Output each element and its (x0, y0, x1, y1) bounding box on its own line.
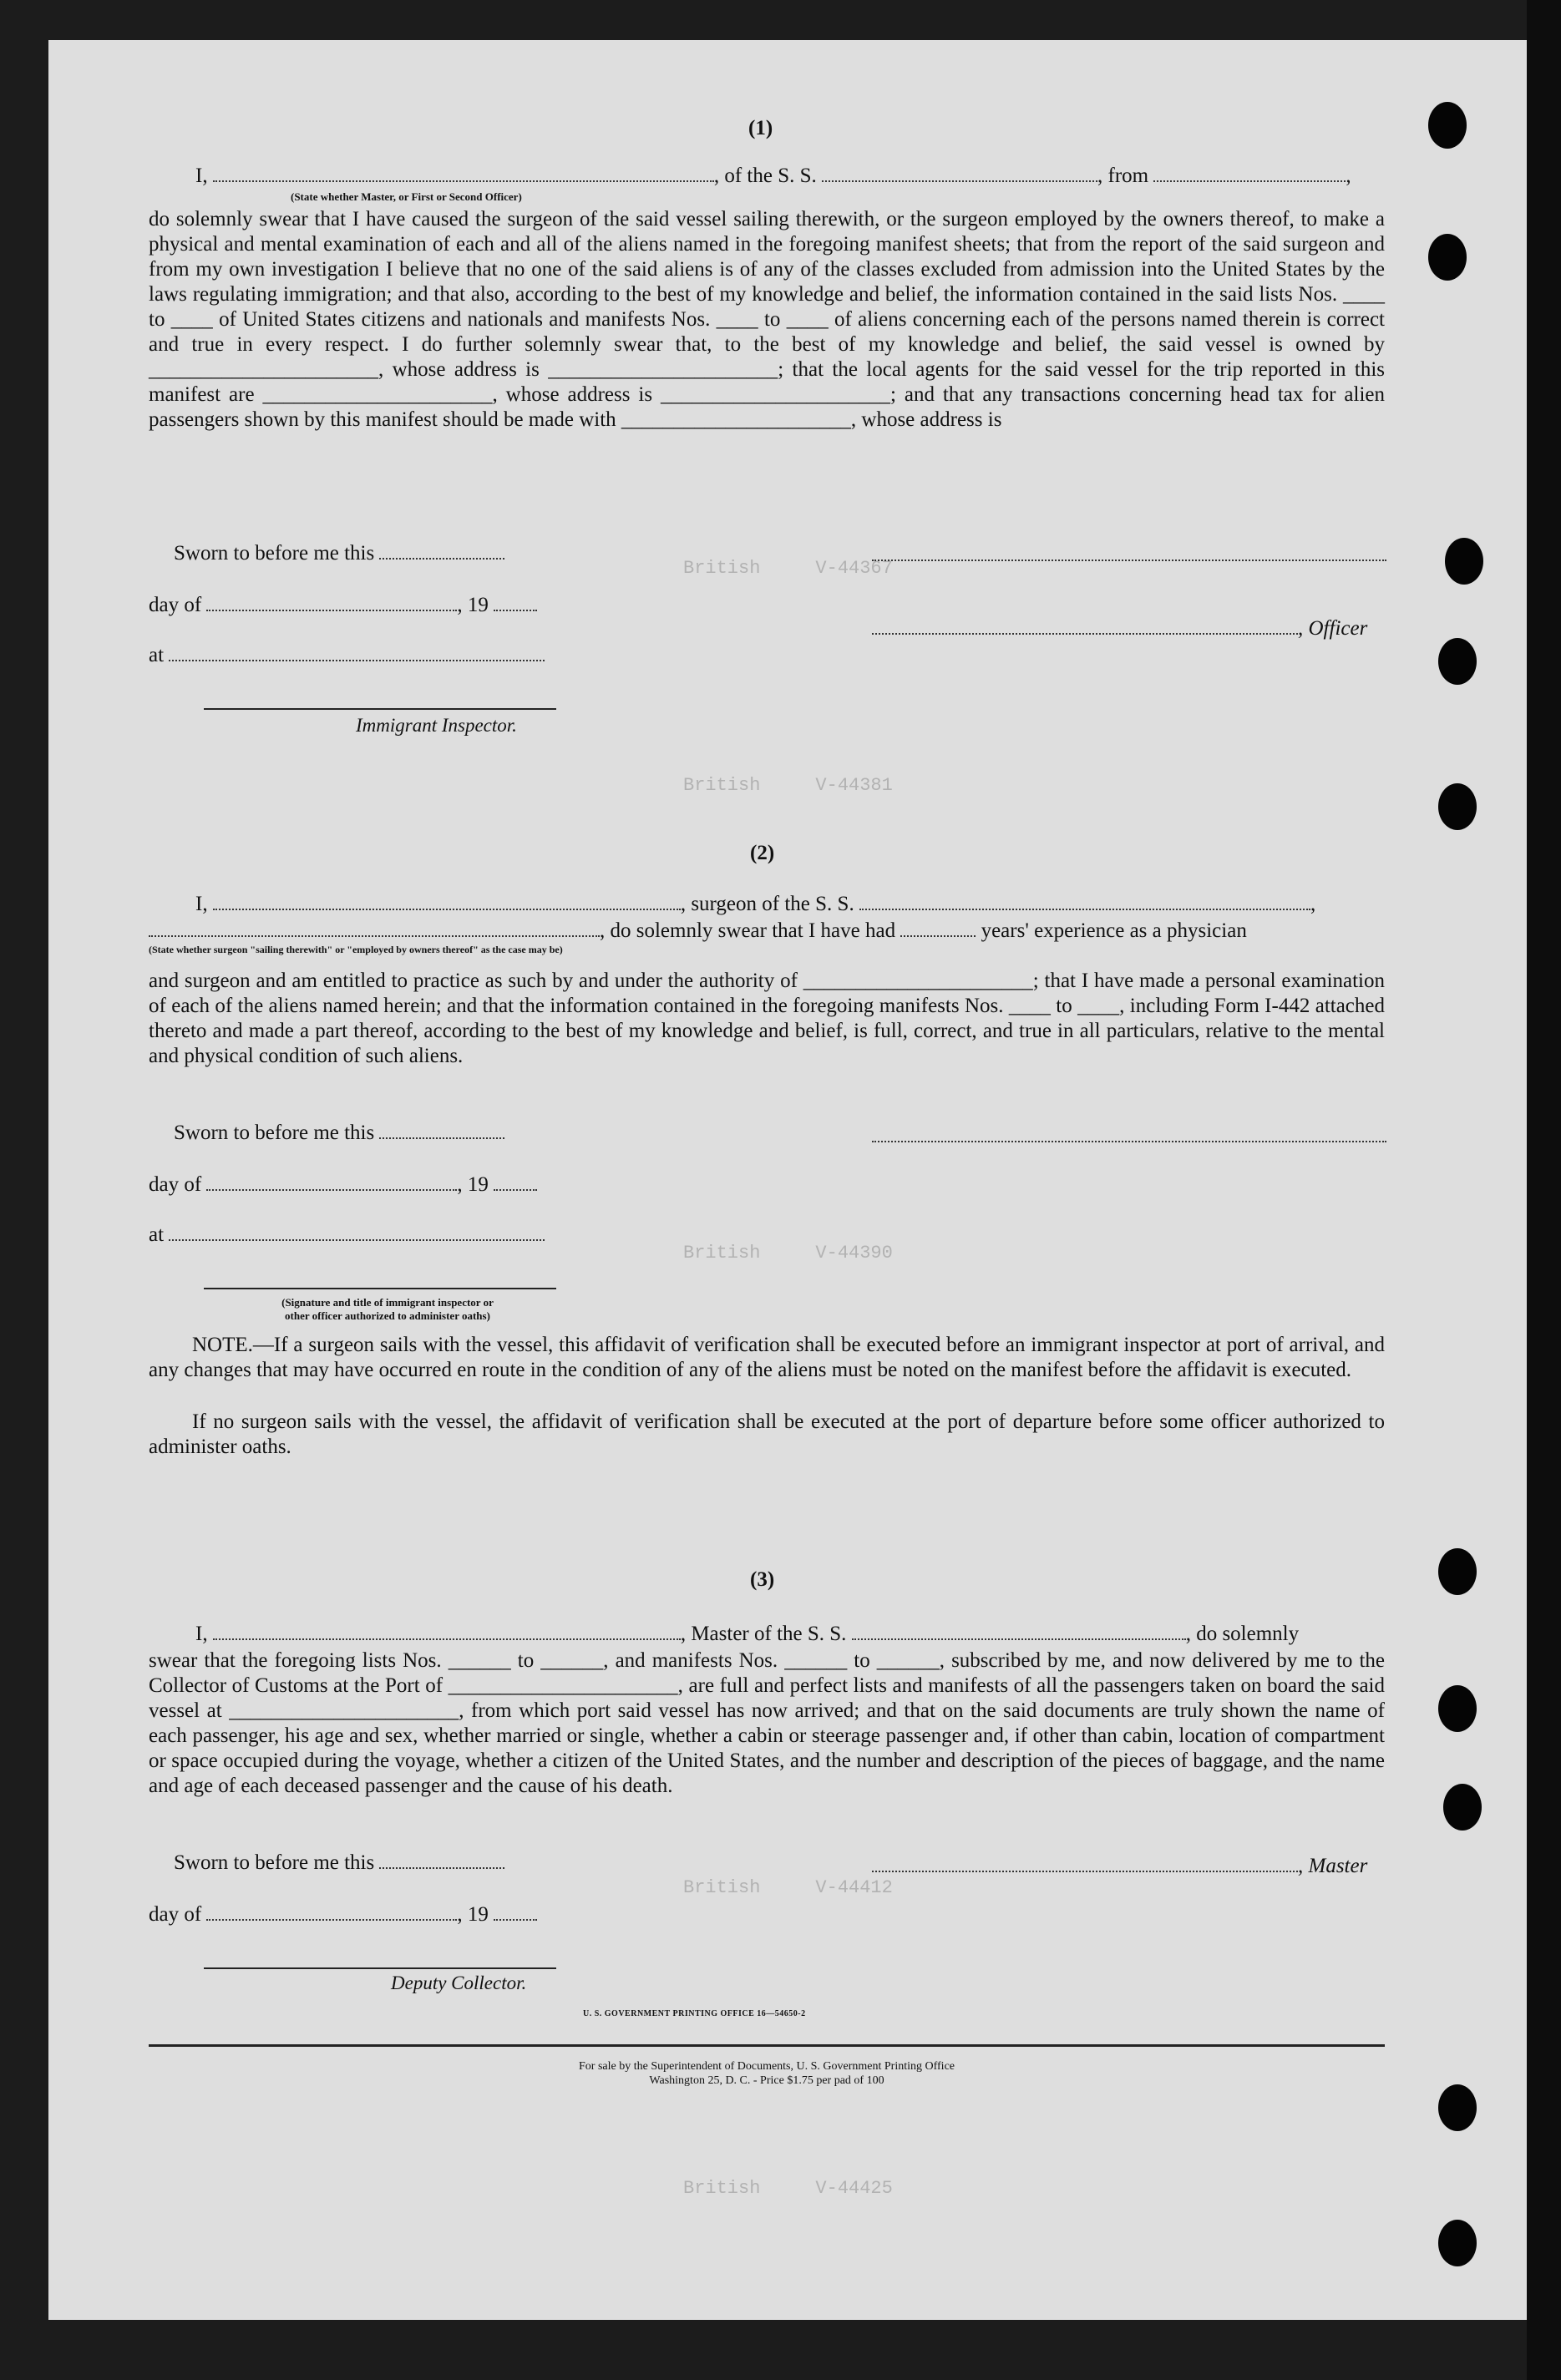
bleed-through-text: British V-44367 (683, 558, 893, 579)
rank-caption: (State whether Master, or First or Second Officer) (291, 190, 522, 203)
bleed-through-text: British V-44412 (683, 1877, 893, 1898)
officer-signature-field[interactable] (872, 618, 1298, 635)
bleed-through-text: British V-44390 (683, 1243, 893, 1263)
signature-caption-2: other officer authorized to administer oaths) (285, 1309, 490, 1322)
section-1-heading: (1) (748, 117, 773, 139)
section-3-day-line: day of , 19 (149, 1902, 537, 1927)
inspector-label: Immigrant Inspector. (356, 715, 517, 736)
section-2-heading: (2) (750, 842, 775, 864)
footer-price-line: Washington 25, D. C. - Price $1.75 per pad of 100 (649, 2074, 884, 2087)
footer-sale-line: For sale by the Superintendent of Documents, U. S. Government Printing Office (579, 2060, 955, 2073)
officer-signature-line: , Officer (872, 616, 1367, 641)
punch-hole (1443, 1784, 1482, 1831)
master-signature-field[interactable] (872, 1856, 1298, 1872)
printer-line: U. S. GOVERNMENT PRINTING OFFICE 16—54650-2 (583, 2009, 806, 2018)
section-1-oath-body: do solemnly swear that I have caused the surgeon of the said vessel sailing therewith, or the surgeon employed by the owners thereof, to make a physical and mental examination of each and all of the aliens named in the foregoing manifest sheets; that from the report of the said surgeon and from my own investigation I believe that no one of the said aliens is of any of the classes excluded from admission into the United States by the laws regulating immigration; and that also, according to the best of my knowledge and belief, the information contained in the said lists Nos. ____ to ____ of United States citizens and nationals and manifests Nos. ____ to ____ of aliens concerning each of the persons named therein is correct and true in every respect. I do further solemnly swear that, to the best of my knowledge and belief, the said vessel is owned by ______________________, whose address is ______________________; that the local agents for the said vessel for the trip reported in this manifest are ______________________, whose address is ______________________; and that any transactions concerning head tax for alien passengers shown by this manifest should be made with ______________________, whose address is (149, 208, 1385, 431)
sworn-date-field[interactable] (379, 543, 504, 560)
year-field[interactable] (494, 595, 537, 611)
inspector-signature-line[interactable] (204, 1288, 556, 1289)
punch-hole (1445, 538, 1483, 585)
bleed-through-text: British V-44381 (683, 775, 893, 796)
surgeon-name-field[interactable] (213, 894, 681, 910)
section-1-oath-start: I, , of the S. S. , from , (195, 165, 1351, 187)
signature-caption-1: (Signature and title of immigrant inspector or (281, 1296, 494, 1309)
vessel-name-field[interactable] (822, 165, 1097, 182)
punch-hole (1438, 1548, 1477, 1595)
note-paragraph-1: NOTE.—If a surgeon sails with the vessel, this affidavit of verification shall be executed before an immigrant inspector at port of arrival, and any changes that may have occurred en route in the condition of any of the aliens must be noted on the manifest before the affidavit is executed. (149, 1334, 1385, 1381)
surgeon-vessel-field[interactable] (859, 894, 1310, 910)
punch-hole (1438, 638, 1477, 685)
year-field[interactable] (494, 1174, 537, 1191)
footer-divider (149, 2044, 1385, 2047)
section-2-at-line: at (149, 1223, 545, 1248)
punch-hole (1428, 234, 1467, 281)
sworn-date-field[interactable] (379, 1122, 504, 1139)
bleed-through-text: British V-44425 (683, 2178, 893, 2199)
surgeon-signature-line[interactable] (872, 1141, 1386, 1142)
section-2-line-1: I, , surgeon of the S. S. , (195, 893, 1316, 915)
section-2-day-line: day of , 19 (149, 1172, 537, 1198)
note-paragraph-2: If no surgeon sails with the vessel, the affidavit of verification shall be executed at the port of departure before some officer authorized to administer oaths. (149, 1410, 1385, 1458)
day-of-field[interactable] (206, 1174, 457, 1191)
deputy-collector-label: Deputy Collector. (391, 1972, 527, 1993)
section-3-sworn-line: Sworn to before me this (174, 1851, 504, 1876)
master-name-field[interactable] (213, 1623, 681, 1640)
punch-hole (1438, 2084, 1477, 2131)
punch-hole (1438, 783, 1477, 830)
form-page (48, 40, 1527, 2320)
surgeon-status-field[interactable] (149, 920, 600, 937)
day-of-field[interactable] (206, 595, 457, 611)
from-port-field[interactable] (1153, 165, 1346, 182)
rank-field[interactable] (213, 165, 714, 182)
section-3-heading: (3) (750, 1568, 775, 1591)
section-1-day-line: day of , 19 (149, 593, 537, 618)
at-place-field[interactable] (169, 1224, 545, 1241)
day-of-field[interactable] (206, 1904, 457, 1921)
inspector-signature-line[interactable] (204, 708, 556, 710)
section-1-sworn-line: Sworn to before me this (174, 541, 504, 566)
master-vessel-field[interactable] (852, 1623, 1186, 1640)
punch-hole (1438, 1685, 1477, 1732)
punch-hole (1428, 102, 1467, 149)
at-place-field[interactable] (169, 645, 545, 661)
section-2-oath-body: and surgeon and am entitled to practice as such by and under the authority of ______________________; that I have made a personal examination of each of the aliens named herein; and that the information contained in the foregoing manifests Nos. ____ to ____, including Form I-442 attached thereto and made a part thereof, according to the best of my knowledge and belief, is full, correct, and true in all particulars, relative to the mental and physical condition of such aliens. (149, 970, 1385, 1067)
scan-border (1527, 0, 1561, 2380)
year-field[interactable] (494, 1904, 537, 1921)
section-2-sworn-line: Sworn to before me this (174, 1121, 504, 1146)
punch-hole (1438, 2220, 1477, 2266)
section-3-line-1: I, , Master of the S. S. , do solemnly (195, 1623, 1300, 1645)
master-signature-line: , Master (872, 1854, 1367, 1879)
sworn-date-field[interactable] (379, 1852, 504, 1869)
years-experience-field[interactable] (900, 920, 976, 937)
section-2-line-2: , do solemnly swear that I have had years' experience as a physician (149, 919, 1247, 944)
section-1-at-line: at (149, 643, 545, 668)
deputy-collector-signature-line[interactable] (204, 1967, 556, 1969)
officer-signature-line-top[interactable] (872, 560, 1386, 561)
surgeon-status-caption: (State whether surgeon "sailing therewith" or "employed by owners thereof" as the case may be) (149, 944, 563, 955)
section-3-oath-body: swear that the foregoing lists Nos. ______ to ______, and manifests Nos. ______ to ______, subscribed by me, and now delivered by me to the Collector of Customs at the Port of ______________________, are full and perfect lists and manifests of all the passengers taken on board the said vessel at ______________________, from which port said vessel has now arrived; and that on the said documents are truly shown the name of each passenger, his age and sex, whether married or single, whether a cabin or steerage passenger and, if other than cabin, location of compartment or space occupied during the voyage, whether a citizen of the United States, and the number and description of the pieces of baggage, and the name and age of each deceased passenger and the cause of his death. (149, 1649, 1385, 1797)
